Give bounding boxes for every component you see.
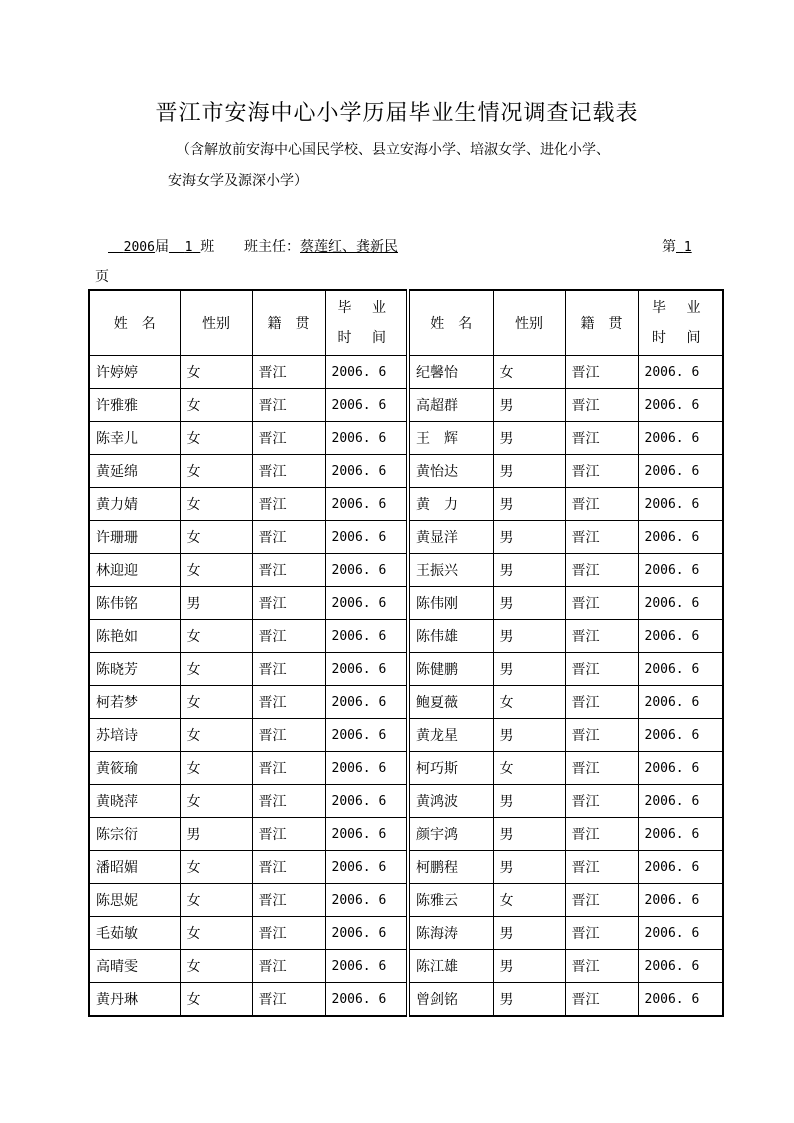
- table-row: [89, 818, 723, 851]
- page-number: [662, 236, 692, 256]
- table-row: [89, 455, 723, 488]
- student-name: 曾剑铭: [408, 983, 493, 1017]
- header-name: 姓 名: [89, 290, 180, 356]
- student-gender: 女: [180, 884, 252, 917]
- grad-date: 2006. 6: [638, 983, 723, 1017]
- student-origin: 晋江: [565, 884, 638, 917]
- student-gender: 女: [180, 950, 252, 983]
- graduates-table: [88, 289, 724, 1017]
- student-name: 王 辉: [408, 422, 493, 455]
- student-origin: 晋江: [565, 653, 638, 686]
- page-prefix: 第: [662, 239, 676, 255]
- header-origin: 籍 贯: [252, 290, 325, 356]
- student-gender: 男: [493, 554, 565, 587]
- student-origin: 晋江: [252, 983, 325, 1017]
- student-gender: 男: [493, 620, 565, 653]
- student-origin: 晋江: [565, 983, 638, 1017]
- student-origin: 晋江: [565, 719, 638, 752]
- student-origin: 晋江: [565, 785, 638, 818]
- student-gender: 男: [493, 653, 565, 686]
- grad-date: 2006. 6: [325, 653, 408, 686]
- student-origin: 晋江: [565, 521, 638, 554]
- student-origin: 晋江: [252, 620, 325, 653]
- student-gender: 女: [180, 686, 252, 719]
- student-name: 陈伟铭: [89, 587, 180, 620]
- page-title: 晋江市安海中心小学历届毕业生情况调查记载表: [155, 101, 639, 126]
- page-number-value: 1: [683, 240, 692, 255]
- grad-date: 2006. 6: [325, 422, 408, 455]
- student-origin: 晋江: [252, 719, 325, 752]
- student-name: 黄力婧: [89, 488, 180, 521]
- student-name: 黄晓萍: [89, 785, 180, 818]
- grad-date: 2006. 6: [325, 719, 408, 752]
- student-name: 柯鹏程: [408, 851, 493, 884]
- grad-date: 2006. 6: [325, 554, 408, 587]
- table-row: [89, 422, 723, 455]
- teacher-info: [244, 236, 398, 256]
- header-origin: 籍 贯: [565, 290, 638, 356]
- student-gender: 女: [180, 389, 252, 422]
- student-origin: 晋江: [565, 389, 638, 422]
- student-name: 高晴雯: [89, 950, 180, 983]
- student-name: 陈思妮: [89, 884, 180, 917]
- student-gender: 男: [493, 455, 565, 488]
- student-name: 苏培诗: [89, 719, 180, 752]
- table-row: [89, 983, 723, 1017]
- subtitle-line-2: 安海女学及源深小学）: [168, 173, 308, 189]
- student-gender: 男: [493, 488, 565, 521]
- student-gender: 女: [180, 785, 252, 818]
- student-gender: 女: [180, 620, 252, 653]
- student-gender: 女: [493, 686, 565, 719]
- table-row: [89, 752, 723, 785]
- student-gender: 女: [493, 752, 565, 785]
- student-gender: 男: [493, 983, 565, 1017]
- student-origin: 晋江: [565, 488, 638, 521]
- student-name: 陈伟刚: [408, 587, 493, 620]
- student-name: 柯巧斯: [408, 752, 493, 785]
- table-row: [89, 356, 723, 389]
- student-name: 鲍夏薇: [408, 686, 493, 719]
- grad-date: 2006. 6: [325, 587, 408, 620]
- table-row: [89, 653, 723, 686]
- student-gender: 男: [493, 521, 565, 554]
- table-row: [89, 884, 723, 917]
- table-row: [89, 389, 723, 422]
- grad-date: 2006. 6: [638, 686, 723, 719]
- student-name: 陈幸儿: [89, 422, 180, 455]
- student-gender: 男: [493, 818, 565, 851]
- grad-date: 2006. 6: [638, 917, 723, 950]
- grad-date: 2006. 6: [325, 752, 408, 785]
- student-gender: 男: [180, 818, 252, 851]
- grad-date: 2006. 6: [325, 488, 408, 521]
- table-row: [89, 917, 723, 950]
- grad-date: 2006. 6: [325, 455, 408, 488]
- page-suffix: 页: [95, 269, 109, 285]
- grad-date: 2006. 6: [638, 785, 723, 818]
- grad-date: 2006. 6: [638, 752, 723, 785]
- student-gender: 女: [180, 653, 252, 686]
- grad-date: 2006. 6: [638, 455, 723, 488]
- student-gender: 男: [493, 587, 565, 620]
- student-gender: 男: [180, 587, 252, 620]
- year-value: 2006: [123, 240, 155, 255]
- student-gender: 男: [493, 719, 565, 752]
- header-gender: 性别: [493, 290, 565, 356]
- teacher-label: 班主任：: [244, 239, 300, 255]
- student-name: 林迎迎: [89, 554, 180, 587]
- student-name: 黄丹琳: [89, 983, 180, 1017]
- student-origin: 晋江: [252, 554, 325, 587]
- table-row: [89, 620, 723, 653]
- header-grad-time: 毕 业 时 间: [638, 290, 723, 356]
- student-gender: 男: [493, 851, 565, 884]
- student-gender: 女: [180, 917, 252, 950]
- grad-date: 2006. 6: [325, 917, 408, 950]
- student-name: 王振兴: [408, 554, 493, 587]
- subtitle-line-1: （含解放前安海中心国民学校、县立安海小学、培淑女学、进化小学、: [176, 142, 610, 158]
- student-gender: 男: [493, 389, 565, 422]
- student-origin: 晋江: [252, 950, 325, 983]
- student-gender: 女: [180, 488, 252, 521]
- student-origin: 晋江: [252, 455, 325, 488]
- student-origin: 晋江: [565, 752, 638, 785]
- table-row: [89, 950, 723, 983]
- student-origin: 晋江: [565, 917, 638, 950]
- grad-date: 2006. 6: [638, 488, 723, 521]
- grad-date: 2006. 6: [325, 818, 408, 851]
- grad-date: 2006. 6: [325, 686, 408, 719]
- grad-date: 2006. 6: [325, 389, 408, 422]
- grad-date: 2006. 6: [638, 950, 723, 983]
- student-name: 陈晓芳: [89, 653, 180, 686]
- student-origin: 晋江: [565, 554, 638, 587]
- student-origin: 晋江: [252, 785, 325, 818]
- student-gender: 女: [180, 752, 252, 785]
- grad-date: 2006. 6: [638, 554, 723, 587]
- student-origin: 晋江: [565, 455, 638, 488]
- grad-date: 2006. 6: [638, 356, 723, 389]
- student-origin: 晋江: [565, 950, 638, 983]
- student-origin: 晋江: [252, 587, 325, 620]
- header-gender: 性别: [180, 290, 252, 356]
- student-origin: 晋江: [252, 818, 325, 851]
- student-name: 纪馨怡: [408, 356, 493, 389]
- student-name: 陈艳如: [89, 620, 180, 653]
- table-row: [89, 851, 723, 884]
- student-origin: 晋江: [565, 620, 638, 653]
- year-suffix: 届: [154, 239, 169, 255]
- student-name: 陈健鹏: [408, 653, 493, 686]
- student-name: 许婷婷: [89, 356, 180, 389]
- student-name: 黄 力: [408, 488, 493, 521]
- student-gender: 女: [180, 983, 252, 1017]
- student-origin: 晋江: [252, 752, 325, 785]
- table-row: [89, 587, 723, 620]
- grad-date: 2006. 6: [638, 818, 723, 851]
- grad-date: 2006. 6: [638, 389, 723, 422]
- grad-date: 2006. 6: [638, 587, 723, 620]
- student-name: 黄鸿波: [408, 785, 493, 818]
- student-name: 陈江雄: [408, 950, 493, 983]
- student-gender: 男: [493, 422, 565, 455]
- grad-date: 2006. 6: [638, 653, 723, 686]
- grad-date: 2006. 6: [325, 950, 408, 983]
- table-row: [89, 554, 723, 587]
- student-origin: 晋江: [565, 587, 638, 620]
- student-name: 柯若梦: [89, 686, 180, 719]
- student-origin: 晋江: [252, 389, 325, 422]
- student-gender: 男: [493, 917, 565, 950]
- grad-date: 2006. 6: [325, 356, 408, 389]
- header-name: 姓 名: [408, 290, 493, 356]
- grad-date: 2006. 6: [638, 620, 723, 653]
- student-name: 黄延绵: [89, 455, 180, 488]
- grad-date: 2006. 6: [325, 620, 408, 653]
- grad-date: 2006. 6: [638, 521, 723, 554]
- class-info: [108, 236, 214, 256]
- student-name: 许雅雅: [89, 389, 180, 422]
- student-origin: 晋江: [565, 818, 638, 851]
- student-name: 黄龙星: [408, 719, 493, 752]
- student-name: 黄显洋: [408, 521, 493, 554]
- table-row: [89, 521, 723, 554]
- table-row: [89, 719, 723, 752]
- header-grad-time: 毕 业 时 间: [325, 290, 408, 356]
- student-name: 毛茹敏: [89, 917, 180, 950]
- grad-date: 2006. 6: [325, 851, 408, 884]
- student-origin: 晋江: [252, 356, 325, 389]
- grad-date: 2006. 6: [638, 851, 723, 884]
- student-origin: 晋江: [565, 686, 638, 719]
- student-name: 黄怡达: [408, 455, 493, 488]
- student-name: 高超群: [408, 389, 493, 422]
- student-name: 陈宗衍: [89, 818, 180, 851]
- student-gender: 女: [180, 851, 252, 884]
- grad-date: 2006. 6: [325, 983, 408, 1017]
- student-origin: 晋江: [565, 422, 638, 455]
- student-origin: 晋江: [252, 851, 325, 884]
- student-origin: 晋江: [252, 422, 325, 455]
- student-name: 陈伟雄: [408, 620, 493, 653]
- student-origin: 晋江: [252, 488, 325, 521]
- table-row: [89, 488, 723, 521]
- student-gender: 女: [180, 455, 252, 488]
- grad-date: 2006. 6: [325, 521, 408, 554]
- student-name: 陈海涛: [408, 917, 493, 950]
- student-gender: 女: [180, 719, 252, 752]
- student-origin: 晋江: [565, 356, 638, 389]
- class-number: 1: [184, 240, 193, 255]
- student-origin: 晋江: [252, 917, 325, 950]
- student-origin: 晋江: [252, 884, 325, 917]
- student-name: 颜宇鸿: [408, 818, 493, 851]
- grad-date: 2006. 6: [325, 884, 408, 917]
- student-origin: 晋江: [565, 851, 638, 884]
- student-gender: 女: [180, 521, 252, 554]
- student-name: 许珊珊: [89, 521, 180, 554]
- student-name: 陈雅云: [408, 884, 493, 917]
- class-suffix: 班: [200, 239, 215, 255]
- student-name: 黄筱瑜: [89, 752, 180, 785]
- student-gender: 女: [493, 884, 565, 917]
- student-gender: 女: [180, 356, 252, 389]
- grad-date: 2006. 6: [638, 422, 723, 455]
- grad-date: 2006. 6: [638, 884, 723, 917]
- teacher-names: 蔡莲红、龚新民: [300, 239, 398, 255]
- student-gender: 女: [180, 554, 252, 587]
- table-row: [89, 785, 723, 818]
- grad-date: 2006. 6: [638, 719, 723, 752]
- student-gender: 男: [493, 785, 565, 818]
- student-origin: 晋江: [252, 686, 325, 719]
- student-gender: 男: [493, 950, 565, 983]
- student-origin: 晋江: [252, 653, 325, 686]
- student-name: 潘昭媚: [89, 851, 180, 884]
- student-gender: 女: [493, 356, 565, 389]
- student-origin: 晋江: [252, 521, 325, 554]
- grad-date: 2006. 6: [325, 785, 408, 818]
- table-row: [89, 686, 723, 719]
- student-gender: 女: [180, 422, 252, 455]
- table-header-row: [89, 290, 723, 356]
